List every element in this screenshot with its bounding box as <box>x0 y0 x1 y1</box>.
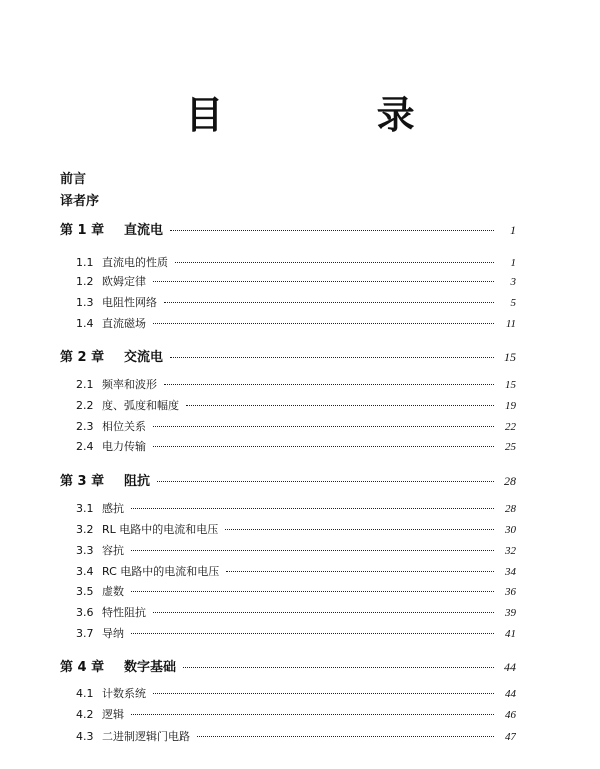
toc-section-row <box>76 625 516 641</box>
page-number: 5 <box>510 297 516 309</box>
toc-section-row <box>76 438 516 454</box>
page-number: 11 <box>505 318 516 330</box>
chapter-title: 数字基础 <box>124 660 177 675</box>
dot-leader <box>153 426 494 427</box>
section-title: 特性阻抗 <box>102 606 146 619</box>
dot-leader <box>131 508 494 509</box>
dot-leader <box>170 230 494 231</box>
section-number: 3.7 <box>76 627 94 640</box>
section-title: 逻辑 <box>102 708 124 721</box>
section-number: 3.4 <box>76 565 94 578</box>
section-title: 容抗 <box>102 544 124 557</box>
page-number: 32 <box>505 545 516 557</box>
page-number: 25 <box>505 441 516 453</box>
chapter-title: 交流电 <box>124 350 164 365</box>
toc-chapter-row <box>60 470 516 489</box>
chapter-number: 第 4 章 <box>60 660 105 675</box>
toc-section-row <box>76 706 516 722</box>
section-title: 直流电的性质 <box>102 256 168 269</box>
front-matter-translator-preface: 译者序 <box>60 194 100 209</box>
toc-section-row <box>76 604 516 620</box>
page-number: 3 <box>510 276 516 288</box>
dot-leader <box>164 384 494 385</box>
section-number: 1.1 <box>76 256 94 269</box>
page-number: 36 <box>505 586 516 598</box>
dot-leader <box>153 281 494 282</box>
chapter-number: 第 1 章 <box>60 223 105 238</box>
dot-leader <box>170 357 494 358</box>
page-number: 15 <box>504 350 516 364</box>
section-title: 二进制逻辑门电路 <box>102 730 190 743</box>
dot-leader <box>183 667 494 668</box>
page-number: 30 <box>505 524 516 536</box>
toc-section-row <box>76 397 516 413</box>
section-title: 欧姆定律 <box>102 275 146 288</box>
page-number: 15 <box>505 379 516 391</box>
section-title: 电力传输 <box>102 440 146 453</box>
section-number: 1.2 <box>76 275 94 288</box>
toc-section-row <box>76 685 516 701</box>
section-title: 直流磁场 <box>102 317 146 330</box>
section-title: RC 电路中的电流和电压 <box>102 565 220 578</box>
section-number: 2.4 <box>76 440 94 453</box>
dot-leader <box>131 591 494 592</box>
dot-leader <box>175 262 494 263</box>
chapter-number: 第 2 章 <box>60 350 105 365</box>
toc-section-row <box>76 563 516 579</box>
dot-leader <box>186 405 494 406</box>
dot-leader <box>226 571 494 572</box>
section-number: 2.3 <box>76 420 94 433</box>
section-title: 频率和波形 <box>102 378 157 391</box>
chapter-title: 直流电 <box>124 223 164 238</box>
dot-leader <box>197 736 494 737</box>
toc-chapter-row <box>60 219 516 238</box>
dot-leader <box>131 550 494 551</box>
section-number: 4.1 <box>76 687 94 700</box>
section-number: 2.2 <box>76 399 94 412</box>
toc-section-row <box>76 500 516 516</box>
section-number: 4.3 <box>76 730 94 743</box>
page-title: 目 录 <box>185 93 485 137</box>
page-number: 22 <box>505 421 516 433</box>
toc-section-row <box>76 418 516 434</box>
section-number: 3.2 <box>76 523 94 536</box>
section-title: 度、弧度和幅度 <box>102 399 179 412</box>
dot-leader <box>153 323 494 324</box>
section-number: 3.3 <box>76 544 94 557</box>
chapter-title: 阻抗 <box>124 474 151 489</box>
page-number: 28 <box>505 503 516 515</box>
dot-leader <box>157 481 494 482</box>
toc-section-row <box>76 273 516 289</box>
page-number: 39 <box>505 607 516 619</box>
front-matter-preface: 前言 <box>60 172 87 187</box>
page-number: 44 <box>505 688 516 700</box>
page-number: 47 <box>505 731 516 743</box>
toc-section-row <box>76 521 516 537</box>
dot-leader <box>131 633 494 634</box>
section-title: 电阻性网络 <box>102 296 157 309</box>
section-number: 3.6 <box>76 606 94 619</box>
section-title: 导纳 <box>102 627 124 640</box>
toc-section-row <box>76 315 516 331</box>
toc-chapter-row <box>60 656 516 675</box>
page-number: 44 <box>504 660 516 674</box>
toc-section-row <box>76 254 516 270</box>
dot-leader <box>153 612 494 613</box>
section-number: 2.1 <box>76 378 94 391</box>
section-title: RL 电路中的电流和电压 <box>102 523 219 536</box>
page-number: 28 <box>504 474 516 488</box>
chapter-number: 第 3 章 <box>60 474 105 489</box>
dot-leader <box>131 714 494 715</box>
section-title: 计数系统 <box>102 687 146 700</box>
section-number: 3.5 <box>76 585 94 598</box>
dot-leader <box>153 693 494 694</box>
section-title: 虚数 <box>102 585 124 598</box>
dot-leader <box>164 302 494 303</box>
toc-section-row <box>76 294 516 310</box>
page-number: 1 <box>510 223 516 237</box>
dot-leader <box>225 529 494 530</box>
dot-leader <box>153 446 494 447</box>
section-title: 感抗 <box>102 502 124 515</box>
page-number: 41 <box>505 628 516 640</box>
toc-section-row <box>76 542 516 558</box>
page-number: 19 <box>505 400 516 412</box>
page-number: 1 <box>510 257 516 269</box>
toc-chapter-row <box>60 346 516 365</box>
section-title: 相位关系 <box>102 420 146 433</box>
section-number: 1.4 <box>76 317 94 330</box>
page-number: 34 <box>505 566 516 578</box>
section-number: 3.1 <box>76 502 94 515</box>
toc-section-row <box>76 583 516 599</box>
toc-section-row <box>76 376 516 392</box>
toc-section-row <box>76 728 516 744</box>
page-number: 46 <box>505 709 516 721</box>
section-number: 4.2 <box>76 708 94 721</box>
section-number: 1.3 <box>76 296 94 309</box>
